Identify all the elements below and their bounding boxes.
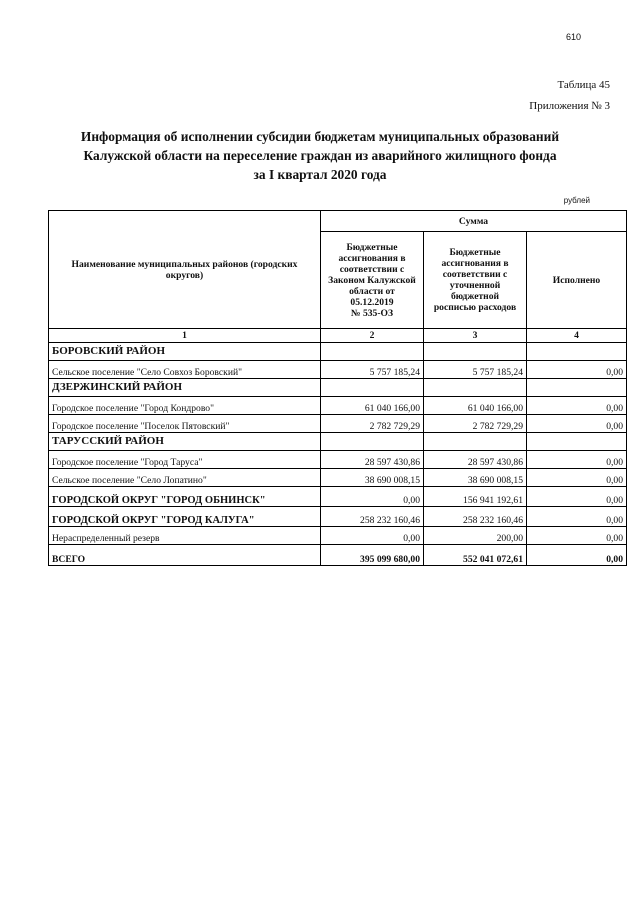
header-sum: Сумма [321,211,627,232]
row-value: 0,00 [527,451,627,469]
subsidy-table [48,210,627,566]
column-numbers-row [49,329,627,343]
district-name: ДЗЕРЖИНСКИЙ РАЙОН [49,379,321,397]
row-value: 258 232 160,46 [424,507,527,527]
row-name: Нераспределенный резерв [49,527,321,545]
district-name: ТАРУССКИЙ РАЙОН [49,433,321,451]
row-value: 2 782 729,29 [424,415,527,433]
row-value: 61 040 166,00 [424,397,527,415]
table-row [49,397,627,415]
table-row [49,527,627,545]
col-number: 2 [321,329,424,343]
row-value: 0,00 [527,527,627,545]
total-row [49,545,627,566]
row-value: 0,00 [527,397,627,415]
appendix-label: Приложения № 3 [529,100,610,112]
table-row [49,361,627,379]
title-line: Информация об исполнении субсидии бюджетам муниципальных образований [80,129,560,144]
row-name: Сельское поселение "Село Лопатино" [49,469,321,487]
table-label: Таблица 45 [557,79,610,91]
table-row [49,343,627,361]
header-col2: Бюджетные ассигнования в соответствии с Законом Калужской области от 05.12.2019 № 535-ОЗ [321,232,424,329]
row-value: 28 597 430,86 [424,451,527,469]
row-value: 0,00 [527,415,627,433]
row-name: ГОРОДСКОЙ ОКРУГ "ГОРОД КАЛУГА" [49,507,321,527]
total-value: 0,00 [527,545,627,566]
row-value: 0,00 [527,507,627,527]
row-value: 258 232 160,46 [321,507,424,527]
title-line: за I квартал 2020 года [253,167,387,182]
row-value: 200,00 [424,527,527,545]
col-number: 1 [49,329,321,343]
row-value: 2 782 729,29 [321,415,424,433]
row-value: 5 757 185,24 [424,361,527,379]
table-row [49,379,627,397]
table-row [49,433,627,451]
col-number: 4 [527,329,627,343]
col-number: 3 [424,329,527,343]
header-name: Наименование муниципальных районов (городских округов) [49,211,321,329]
row-value: 0,00 [527,487,627,507]
units-label: рублей [563,196,590,205]
table-row [49,451,627,469]
row-name: Городское поселение "Город Таруса" [49,451,321,469]
header-col4: Исполнено [527,232,627,329]
row-value: 0,00 [321,487,424,507]
page-number: 610 [566,32,582,42]
row-value: 38 690 008,15 [424,469,527,487]
row-name: ГОРОДСКОЙ ОКРУГ "ГОРОД ОБНИНСК" [49,487,321,507]
row-value: 0,00 [527,469,627,487]
row-value: 0,00 [527,361,627,379]
table-row [49,415,627,433]
table-row [49,469,627,487]
district-name: БОРОВСКИЙ РАЙОН [49,343,321,361]
row-value: 28 597 430,86 [321,451,424,469]
header-col3: Бюджетные ассигнования в соответствии с уточненной бюджетной росписью расходов [424,232,527,329]
row-name: Сельское поселение "Село Совхоз Боровский" [49,361,321,379]
row-value: 5 757 185,24 [321,361,424,379]
row-value: 156 941 192,61 [424,487,527,507]
row-value: 38 690 008,15 [321,469,424,487]
row-value: 61 040 166,00 [321,397,424,415]
table-row [49,507,627,527]
row-name: Городское поселение "Поселок Пятовский" [49,415,321,433]
title-line: Калужской области на переселение граждан из аварийного жилищного фонда [83,148,557,163]
total-value: 552 041 072,61 [424,545,527,566]
row-name: Городское поселение "Город Кондрово" [49,397,321,415]
total-label: ВСЕГО [49,545,321,566]
row-value: 0,00 [321,527,424,545]
table-row [49,487,627,507]
document-title [40,127,600,184]
total-value: 395 099 680,00 [321,545,424,566]
